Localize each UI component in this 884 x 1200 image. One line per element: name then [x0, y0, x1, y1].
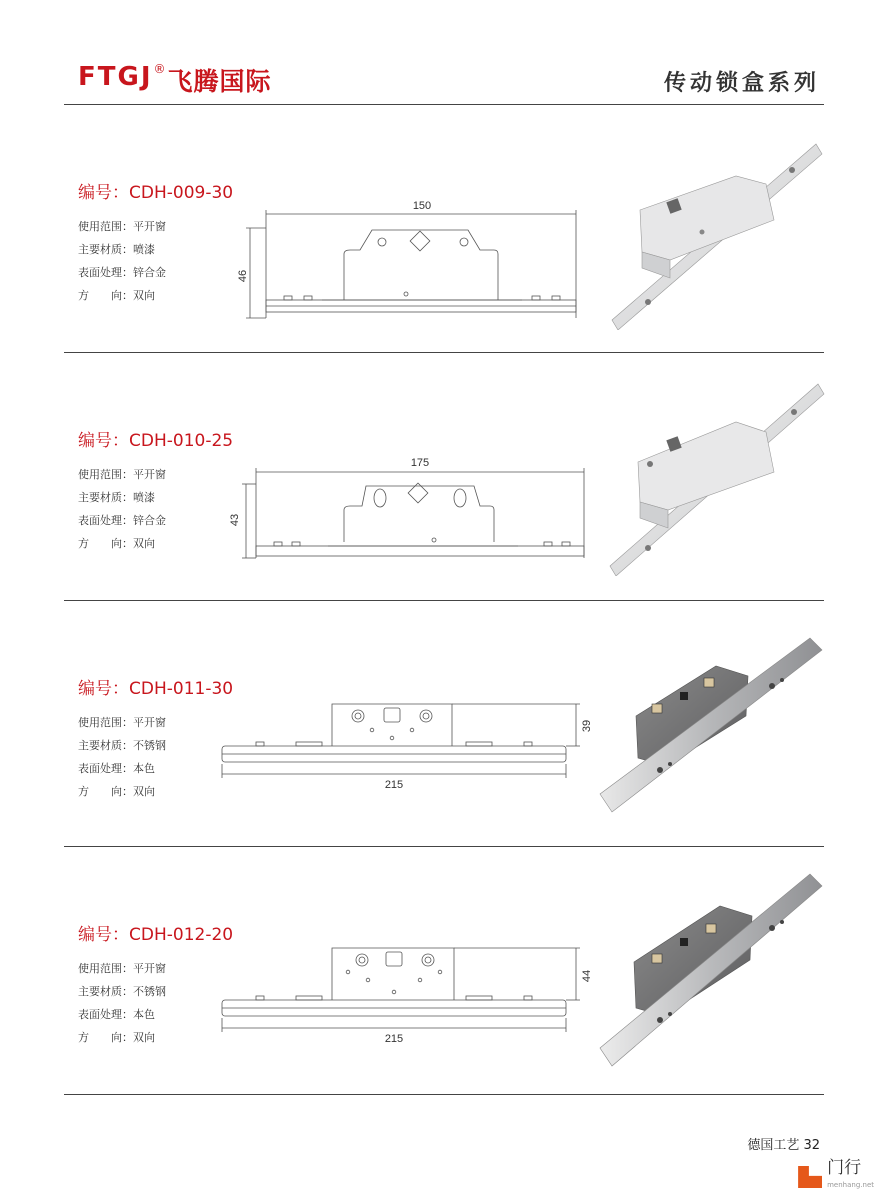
spec-usage: 使用范围：平开窗 [78, 220, 166, 233]
spec-direction: 方 向：双向 [78, 537, 155, 550]
spec-list [78, 215, 233, 307]
product-photo-2 [604, 380, 826, 576]
spec-direction: 方 向：双向 [78, 785, 155, 798]
technical-drawing-1 [232, 196, 592, 326]
dimension-height: 43 [229, 513, 241, 527]
spec-usage: 使用范围：平开窗 [78, 962, 166, 975]
watermark-text: 门行 [827, 1158, 862, 1178]
technical-drawing-2 [228, 452, 590, 564]
section-divider [64, 1094, 824, 1095]
spec-usage: 使用范围：平开窗 [78, 468, 166, 481]
dimension-height: 44 [581, 969, 593, 983]
spec-finish: 表面处理：本色 [78, 762, 155, 775]
product-info-1 [78, 178, 233, 307]
logo-chinese: 飞腾国际 [167, 67, 272, 96]
page-number: 德国工艺 32 [747, 1138, 820, 1153]
spec-direction: 方 向：双向 [78, 1031, 155, 1044]
logo-latin: FTGJ [78, 62, 153, 92]
dimension-width: 215 [384, 779, 404, 791]
section-divider [64, 600, 824, 601]
dimension-width: 175 [410, 457, 430, 469]
brand-logo [78, 62, 272, 98]
product-photo-3 [596, 634, 826, 820]
watermark-logo-icon [798, 1166, 822, 1188]
product-info-4 [78, 920, 233, 1049]
section-divider [64, 352, 824, 353]
spec-list [78, 463, 233, 555]
product-code: 编号：CDH-011-30 [78, 679, 234, 699]
registered-mark: ® [153, 62, 166, 76]
spec-list [78, 957, 233, 1049]
dimension-height: 46 [237, 269, 249, 283]
product-code: 编号：CDH-010-25 [78, 431, 234, 451]
dimension-width: 215 [384, 1033, 404, 1045]
dimension-width: 150 [412, 200, 432, 212]
product-info-3 [78, 674, 233, 803]
product-photo-1 [606, 140, 826, 330]
header-divider [64, 104, 824, 105]
technical-drawing-3 [216, 694, 600, 794]
watermark [798, 1160, 874, 1194]
product-info-2 [78, 426, 233, 555]
section-divider [64, 846, 824, 847]
spec-finish: 表面处理：本色 [78, 1008, 155, 1021]
spec-material: 主要材质：不锈钢 [78, 985, 166, 998]
spec-finish: 表面处理：锌合金 [78, 266, 166, 279]
product-photo-4 [596, 870, 826, 1074]
spec-direction: 方 向：双向 [78, 289, 155, 302]
dimension-height: 39 [581, 719, 593, 733]
spec-finish: 表面处理：锌合金 [78, 514, 166, 527]
technical-drawing-4 [216, 940, 600, 1050]
spec-usage: 使用范围：平开窗 [78, 716, 166, 729]
spec-material: 主要材质：喷漆 [78, 243, 155, 256]
watermark-url: menhang.net [827, 1181, 874, 1189]
spec-material: 主要材质：不锈钢 [78, 739, 166, 752]
product-code: 编号：CDH-012-20 [78, 925, 234, 945]
spec-list [78, 711, 233, 803]
spec-material: 主要材质：喷漆 [78, 491, 155, 504]
product-code: 编号：CDH-009-30 [78, 183, 234, 203]
series-title: 传动锁盒系列 [663, 71, 820, 96]
